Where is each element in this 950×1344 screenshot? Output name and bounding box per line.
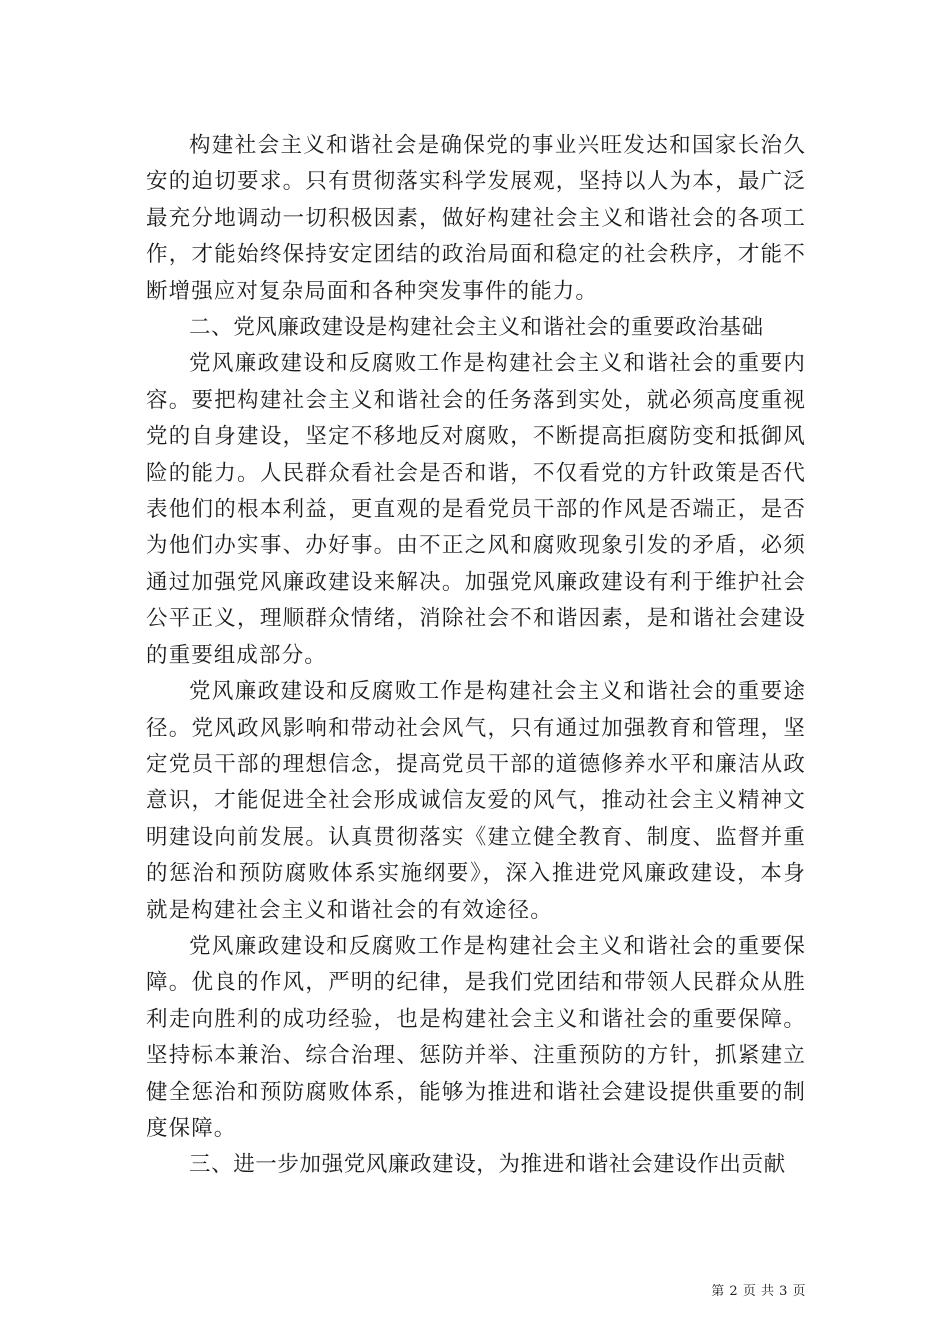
document-body bbox=[146, 128, 806, 1184]
paragraph-important-guarantee: 党风廉政建设和反腐败工作是构建社会主义和谐社会的重要保障。优良的作风，严明的纪律，是我们党团结和带领人民群众从胜利走向胜利的成功经验，也是构建社会主义和谐社会的重要保障。坚持标本兼治、综合治理、惩防并举、注重预防的方针，抓紧建立健全惩治和预防腐败体系，能够为推进和谐社会建设提供重要的制度保障。 bbox=[146, 933, 806, 1141]
paragraph-harmonious-society-requirement: 构建社会主义和谐社会是确保党的事业兴旺发达和国家长治久安的迫切要求。只有贯彻落实科学发展观，坚持以人为本，最广泛最充分地调动一切积极因素，做好构建社会主义和谐社会的各项工作，才能始终保持安定团结的政治局面和稳定的社会秩序，才能不断增强应对复杂局面和各种突发事件的能力。 bbox=[146, 133, 806, 304]
page-number-footer: 第 2 页 共 3 页 bbox=[711, 1284, 806, 1299]
paragraph-important-approach: 党风廉政建设和反腐败工作是构建社会主义和谐社会的重要途径。党风政风影响和带动社会风气，只有通过加强教育和管理，坚定党员干部的理想信念，提高党员干部的道德修养水平和廉洁从政意识，才能促进全社会形成诚信友爱的风气，推动社会主义精神文明建设向前发展。认真贯彻落实《建立健全教育、制度、监督并重的惩治和预防腐败体系实施纲要》，深入推进党风廉政建设，本身就是构建社会主义和谐社会的有效途径。 bbox=[146, 679, 806, 923]
section-heading-two: 二、党风廉政建设是构建社会主义和谐社会的重要政治基础 bbox=[189, 315, 764, 341]
paragraph-important-content: 党风廉政建设和反腐败工作是构建社会主义和谐社会的重要内容。要把构建社会主义和谐社会的任务落到实处，就必须高度重视党的自身建设，坚定不移地反对腐败，不断提高拒腐防变和抵御风险的能力。人民群众看社会是否和谐，不仅看党的方针政策是否代表他们的根本利益，更直观的是看党员干部的作风是否端正，是否为他们办实事、办好事。由不正之风和腐败现象引发的矛盾，必须通过加强党风廉政建设来解决。加强党风廉政建设有利于维护社会公平正义，理顺群众情绪，消除社会不和谐因素，是和谐社会建设的重要组成部分。 bbox=[146, 351, 806, 668]
section-heading-three: 三、进一步加强党风廉政建设，为推进和谐社会建设作出贡献 bbox=[189, 1152, 786, 1178]
